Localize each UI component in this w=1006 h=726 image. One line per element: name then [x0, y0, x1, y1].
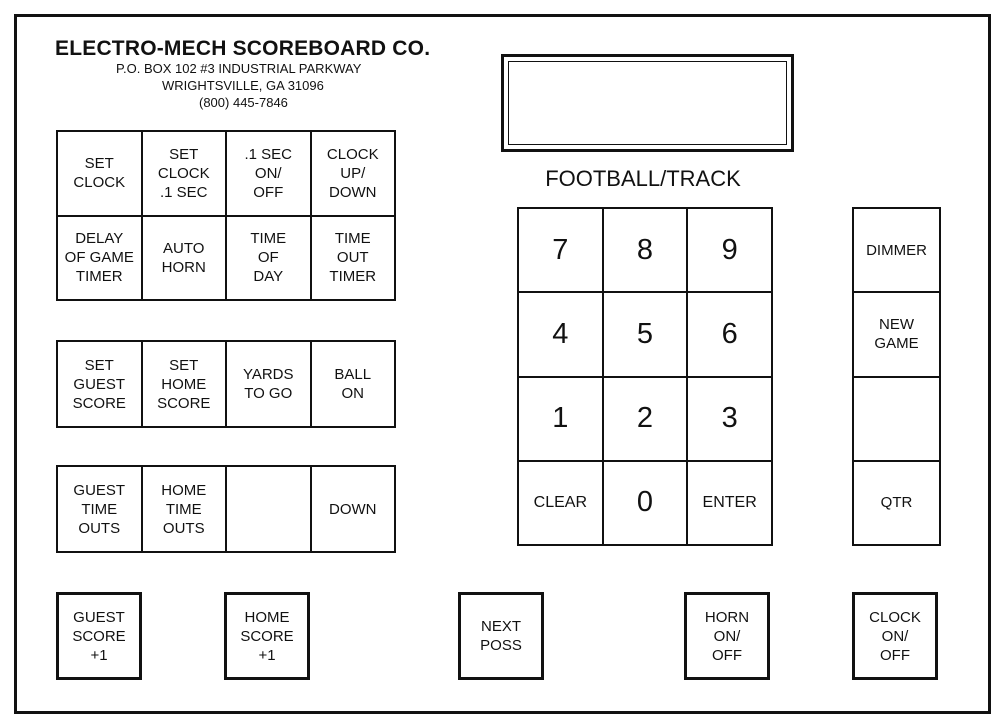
key-9[interactable]: 9	[687, 208, 772, 292]
tenth-sec-on-off-button[interactable]: .1 SEC ON/ OFF	[226, 131, 311, 216]
auto-horn-button[interactable]: AUTO HORN	[142, 216, 227, 301]
set-home-score-button[interactable]: SET HOME SCORE	[142, 341, 227, 427]
set-clock-tenth-sec-button[interactable]: SET CLOCK .1 SEC	[142, 131, 227, 216]
timeouts-button-grid	[56, 465, 396, 553]
address-city-line: WRIGHTSVILLE, GA 31096	[162, 78, 324, 93]
lcd-display	[501, 54, 794, 152]
guest-time-outs-button[interactable]: GUEST TIME OUTS	[57, 466, 142, 552]
key-2[interactable]: 2	[603, 377, 688, 461]
horn-on-off-button[interactable]: HORN ON/ OFF	[684, 592, 770, 680]
guest-score-plus-one-button[interactable]: GUEST SCORE +1	[56, 592, 142, 680]
key-1[interactable]: 1	[518, 377, 603, 461]
key-4[interactable]: 4	[518, 292, 603, 376]
home-time-outs-button[interactable]: HOME TIME OUTS	[142, 466, 227, 552]
key-6[interactable]: 6	[687, 292, 772, 376]
next-possession-button[interactable]: NEXT POSS	[458, 592, 544, 680]
delay-of-game-timer-button[interactable]: DELAY OF GAME TIMER	[57, 216, 142, 301]
company-name: ELECTRO-MECH SCOREBOARD CO.	[55, 37, 431, 60]
address-line: P.O. BOX 102 #3 INDUSTRIAL PARKWAY	[116, 61, 362, 76]
time-out-timer-button[interactable]: TIME OUT TIMER	[311, 216, 396, 301]
key-7[interactable]: 7	[518, 208, 603, 292]
new-game-button[interactable]: NEW GAME	[853, 292, 940, 376]
key-3[interactable]: 3	[687, 377, 772, 461]
qtr-button[interactable]: QTR	[853, 461, 940, 545]
phone-number: (800) 445-7846	[199, 95, 288, 110]
clock-up-down-button[interactable]: CLOCK UP/ DOWN	[311, 131, 396, 216]
blank-button[interactable]	[226, 466, 311, 552]
time-of-day-button[interactable]: TIME OF DAY	[226, 216, 311, 301]
clear-key[interactable]: CLEAR	[518, 461, 603, 545]
enter-key[interactable]: ENTER	[687, 461, 772, 545]
mode-label: FOOTBALL/TRACK	[545, 166, 741, 191]
ball-on-button[interactable]: BALL ON	[311, 341, 396, 427]
clock-button-grid	[56, 130, 396, 301]
dimmer-button[interactable]: DIMMER	[853, 208, 940, 292]
numeric-keypad	[517, 207, 773, 546]
clock-on-off-button[interactable]: CLOCK ON/ OFF	[852, 592, 938, 680]
key-0[interactable]: 0	[603, 461, 688, 545]
lcd-display-screen	[508, 61, 787, 145]
score-button-grid	[56, 340, 396, 428]
key-8[interactable]: 8	[603, 208, 688, 292]
home-score-plus-one-button[interactable]: HOME SCORE +1	[224, 592, 310, 680]
key-5[interactable]: 5	[603, 292, 688, 376]
blank-side-button[interactable]	[853, 377, 940, 461]
set-guest-score-button[interactable]: SET GUEST SCORE	[57, 341, 142, 427]
set-clock-button[interactable]: SET CLOCK	[57, 131, 142, 216]
yards-to-go-button[interactable]: YARDS TO GO	[226, 341, 311, 427]
side-button-column	[852, 207, 941, 546]
down-button[interactable]: DOWN	[311, 466, 396, 552]
